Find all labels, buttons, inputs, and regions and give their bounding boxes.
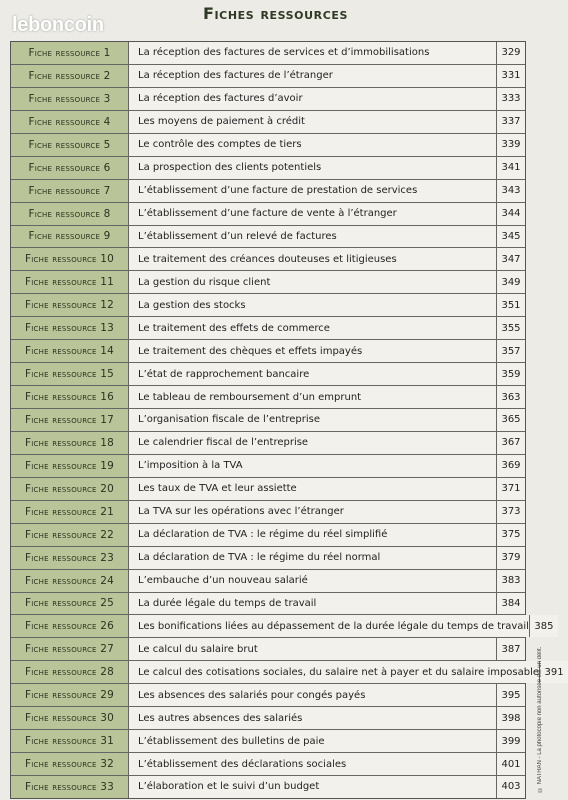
resource-label: Fiche ressource 9 [11, 226, 129, 248]
page-number: 403 [496, 776, 525, 798]
resource-label: Fiche ressource 28 [11, 661, 129, 683]
table-row [11, 638, 525, 661]
resource-label: Fiche ressource 29 [11, 684, 129, 706]
resource-label: Fiche ressource 32 [11, 753, 129, 775]
resource-label: Fiche ressource 25 [11, 593, 129, 615]
resource-label: Fiche ressource 15 [11, 363, 129, 385]
table-row [11, 248, 525, 271]
resource-label: Fiche ressource 6 [11, 157, 129, 179]
resource-title: La déclaration de TVA : le régime du réel simplifié [129, 524, 496, 546]
resource-title: L’établissement des bulletins de paie [129, 730, 496, 752]
resource-title: La gestion du risque client [129, 271, 496, 293]
page-number: 329 [496, 42, 525, 64]
copyright-notice: © NATHAN - La photocopie non autorisée est un délit. [537, 646, 543, 792]
resource-title: La TVA sur les opérations avec l’étranger [129, 501, 496, 523]
page-title: Fiches ressources [202, 4, 349, 23]
table-row [11, 157, 525, 180]
page-number: 367 [496, 432, 525, 454]
table-row [11, 730, 525, 753]
resource-title: L’établissement d’une facture de prestation de services [129, 180, 496, 202]
resource-label: Fiche ressource 1 [11, 42, 129, 64]
table-row [11, 386, 525, 409]
page-number: 401 [496, 753, 525, 775]
resource-title: La durée légale du temps de travail [129, 593, 496, 615]
page-number: 383 [496, 570, 525, 592]
page-number: 339 [496, 134, 525, 156]
table-row [11, 363, 525, 386]
resource-title: L’établissement d’une facture de vente à l’étranger [129, 203, 496, 225]
page-number: 359 [496, 363, 525, 385]
page-number: 341 [496, 157, 525, 179]
resource-label: Fiche ressource 20 [11, 478, 129, 500]
resource-title: Les absences des salariés pour congés payés [129, 684, 496, 706]
page-number: 351 [496, 294, 525, 316]
watermark-logo: leboncoin [12, 14, 104, 36]
table-row [11, 42, 525, 65]
resource-title: Le calcul des cotisations sociales, du salaire net à payer et du salaire imposable [129, 661, 539, 683]
resource-title: La déclaration de TVA : le régime du réel normal [129, 547, 496, 569]
table-row [11, 180, 525, 203]
table-row [11, 478, 525, 501]
table-row [11, 615, 554, 638]
resource-title: L’établissement des déclarations sociales [129, 753, 496, 775]
resource-label: Fiche ressource 23 [11, 547, 129, 569]
resource-title: L’état de rapprochement bancaire [129, 363, 496, 385]
resource-label: Fiche ressource 22 [11, 524, 129, 546]
page-number: 375 [496, 524, 525, 546]
resource-label: Fiche ressource 3 [11, 88, 129, 110]
table-row [11, 317, 525, 340]
resource-title: La réception des factures de l’étranger [129, 65, 496, 87]
resource-label: Fiche ressource 2 [11, 65, 129, 87]
resource-title: Les autres absences des salariés [129, 707, 496, 729]
table-row [11, 88, 525, 111]
resource-label: Fiche ressource 21 [11, 501, 129, 523]
resource-label: Fiche ressource 12 [11, 294, 129, 316]
resource-title: L’embauche d’un nouveau salarié [129, 570, 496, 592]
table-row [11, 271, 525, 294]
page-number: 379 [496, 547, 525, 569]
page-number: 385 [529, 615, 558, 637]
resource-label: Fiche ressource 19 [11, 455, 129, 477]
table-row [11, 593, 525, 616]
page-number: 331 [496, 65, 525, 87]
table-row [11, 455, 525, 478]
resource-label: Fiche ressource 31 [11, 730, 129, 752]
resource-label: Fiche ressource 14 [11, 340, 129, 362]
page-number: 357 [496, 340, 525, 362]
resource-title: Le calendrier fiscal de l’entreprise [129, 432, 496, 454]
table-row [11, 570, 525, 593]
page-number: 343 [496, 180, 525, 202]
resource-title: L’établissement d’un relevé de factures [129, 226, 496, 248]
page-number: 345 [496, 226, 525, 248]
resource-title: La réception des factures de services et d’immobilisations [129, 42, 496, 64]
resource-title: La prospection des clients potentiels [129, 157, 496, 179]
resource-label: Fiche ressource 16 [11, 386, 129, 408]
resource-title: Le traitement des créances douteuses et litigieuses [129, 248, 496, 270]
resource-title: La gestion des stocks [129, 294, 496, 316]
resource-title: La réception des factures d’avoir [129, 88, 496, 110]
resource-title: Le tableau de remboursement d’un emprunt [129, 386, 496, 408]
resource-label: Fiche ressource 33 [11, 776, 129, 798]
table-row [11, 661, 564, 684]
resource-title: Le traitement des effets de commerce [129, 317, 496, 339]
table-row [11, 432, 525, 455]
table-row [11, 111, 525, 134]
page-number: 395 [496, 684, 525, 706]
resource-title: Les bonifications liées au dépassement de la durée légale du temps de travail [129, 615, 529, 637]
page-number: 347 [496, 248, 525, 270]
resource-label: Fiche ressource 24 [11, 570, 129, 592]
page-number: 371 [496, 478, 525, 500]
table-row [11, 409, 525, 432]
resource-label: Fiche ressource 4 [11, 111, 129, 133]
page-number: 398 [496, 707, 525, 729]
table-row [11, 134, 525, 157]
page-number: 365 [496, 409, 525, 431]
page-number: 363 [496, 386, 525, 408]
resource-label: Fiche ressource 10 [11, 248, 129, 270]
resource-title: L’organisation fiscale de l’entreprise [129, 409, 496, 431]
resource-label: Fiche ressource 26 [11, 615, 129, 637]
page-number: 333 [496, 88, 525, 110]
resource-label: Fiche ressource 13 [11, 317, 129, 339]
resource-title: Les moyens de paiement à crédit [129, 111, 496, 133]
table-row [11, 340, 525, 363]
table-row [11, 684, 525, 707]
table-row [11, 501, 525, 524]
table-row [11, 707, 525, 730]
resource-title: Les taux de TVA et leur assiette [129, 478, 496, 500]
page-number: 349 [496, 271, 525, 293]
page-number: 337 [496, 111, 525, 133]
resource-title: Le traitement des chèques et effets impayés [129, 340, 496, 362]
resource-label: Fiche ressource 18 [11, 432, 129, 454]
resource-label: Fiche ressource 27 [11, 638, 129, 660]
page-number: 384 [496, 593, 525, 615]
resource-label: Fiche ressource 17 [11, 409, 129, 431]
table-row [11, 294, 525, 317]
page-number: 369 [496, 455, 525, 477]
table-row [11, 776, 525, 798]
resource-label: Fiche ressource 11 [11, 271, 129, 293]
table-row [11, 547, 525, 570]
resource-label: Fiche ressource 8 [11, 203, 129, 225]
resource-title: Le calcul du salaire brut [129, 638, 496, 660]
page-number: 373 [496, 501, 525, 523]
table-row [11, 203, 525, 226]
resource-label: Fiche ressource 7 [11, 180, 129, 202]
resource-title: Le contrôle des comptes de tiers [129, 134, 496, 156]
resource-title: L’élaboration et le suivi d’un budget [129, 776, 496, 798]
page-number: 387 [496, 638, 525, 660]
resource-title: L’imposition à la TVA [129, 455, 496, 477]
page-number: 344 [496, 203, 525, 225]
table-row [11, 753, 525, 776]
table-row [11, 226, 525, 249]
page-number: 399 [496, 730, 525, 752]
resource-label: Fiche ressource 5 [11, 134, 129, 156]
table-row [11, 524, 525, 547]
page-number: 391 [539, 661, 568, 683]
resource-label: Fiche ressource 30 [11, 707, 129, 729]
page-number: 355 [496, 317, 525, 339]
table-row [11, 65, 525, 88]
